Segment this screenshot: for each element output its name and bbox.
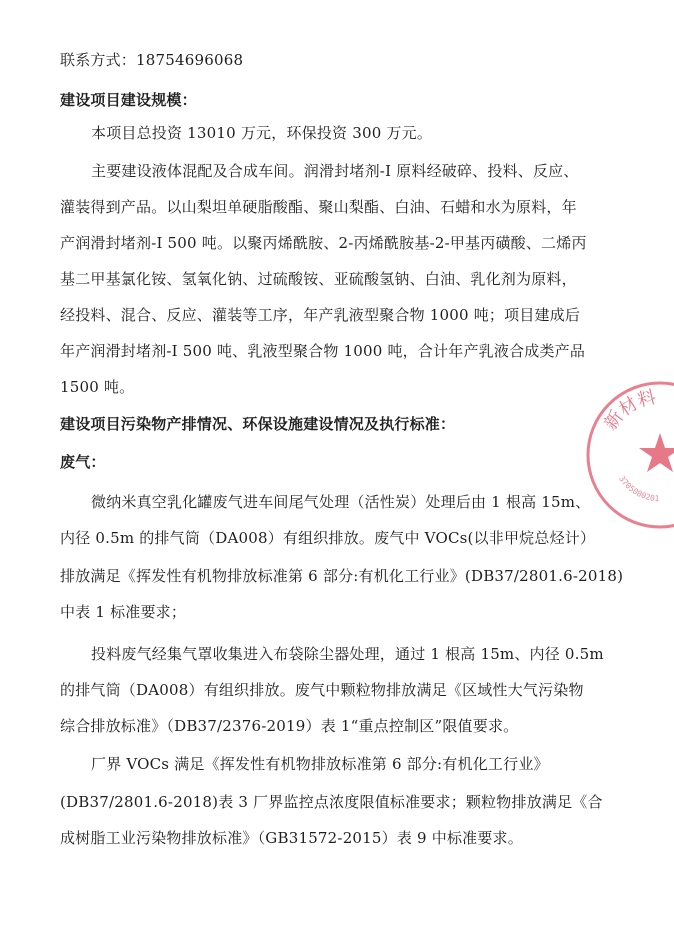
seal-number: 3705080201 [617,474,660,504]
scale-text-line: 年产润滑封堵剂-I 500 吨、乳液型聚合物 1000 吨，合计年产乳液合成类产品 [60,342,586,360]
gas-text-line: 成树脂工业污染物排放标准》（GB31572-2015）表 9 中标准要求。 [60,829,523,847]
scale-investment: 本项目总投资 13010 万元，环保投资 300 万元。 [91,124,433,142]
gas-text-line: (DB37/2801.6-2018)表 3 厂界监控点浓度限值标准要求；颗粒物排放满足《合 [60,793,603,811]
contact-phone: 18754696068 [136,51,244,69]
contact-label: 联系方式： [60,51,137,69]
gas-text-line: 的排气筒（DA008）有组织排放。废气中颗粒物排放满足《区域性大气污染物 [60,681,584,699]
heading-scale: 建设项目建设规模： [60,91,197,109]
gas-text-line: 投料废气经集气罩收集进入布袋除尘器处理，通过 1 根高 15m、内径 0.5m [91,645,604,663]
contact-line [60,50,243,70]
scale-text-line: 产润滑封堵剂-I 500 吨。以聚丙烯酰胺、2-丙烯酰胺基-2-甲基丙磺酸、二烯丙 [60,234,587,252]
seal-star-icon [639,433,674,472]
scale-text-line: 基二甲基氯化铵、氢氧化钠、过硫酸铵、亚硫酸氢钠、白油、乳化剂为原料， [60,270,577,288]
gas-text-line: 排放满足《挥发性有机物排放标准第 6 部分:有机化工行业》(DB37/2801.6-2018) [60,567,624,585]
company-seal-stamp [580,375,674,535]
scale-text-line: 经投料、混合、反应、灌装等工序，年产乳液型聚合物 1000 吨；项目建成后 [60,306,581,324]
gas-text-line: 综合排放标准》（DB37/2376-2019）表 1“重点控制区”限值要求。 [60,717,519,735]
gas-text-line: 厂界 VOCs 满足《挥发性有机物排放标准第 6 部分:有机化工行业》 [91,755,549,773]
heading-waste-gas: 废气： [60,453,106,471]
gas-text-line: 内径 0.5m 的排气筒（DA008）有组织排放。废气中 VOCs(以非甲烷总烃计） [60,529,596,547]
seal-text: 新材料 [600,386,658,434]
gas-text-line: 中表 1 标准要求； [60,603,187,621]
scale-text-line: 灌装得到产品。以山梨坦单硬脂酸酯、聚山梨酯、白油、石蜡和水为原料，年 [60,198,577,216]
scale-text-line: 主要建设液体混配及合成车间。润滑封堵剂-I 原料经破碎、投料、反应、 [91,162,579,180]
heading-pollution: 建设项目污染物产排情况、环保设施建设情况及执行标准： [60,415,456,433]
scale-text-line: 1500 吨。 [60,378,135,396]
gas-text-line: 微纳米真空乳化罐废气进车间尾气处理（活性炭）处理后由 1 根高 15m、 [91,493,591,511]
